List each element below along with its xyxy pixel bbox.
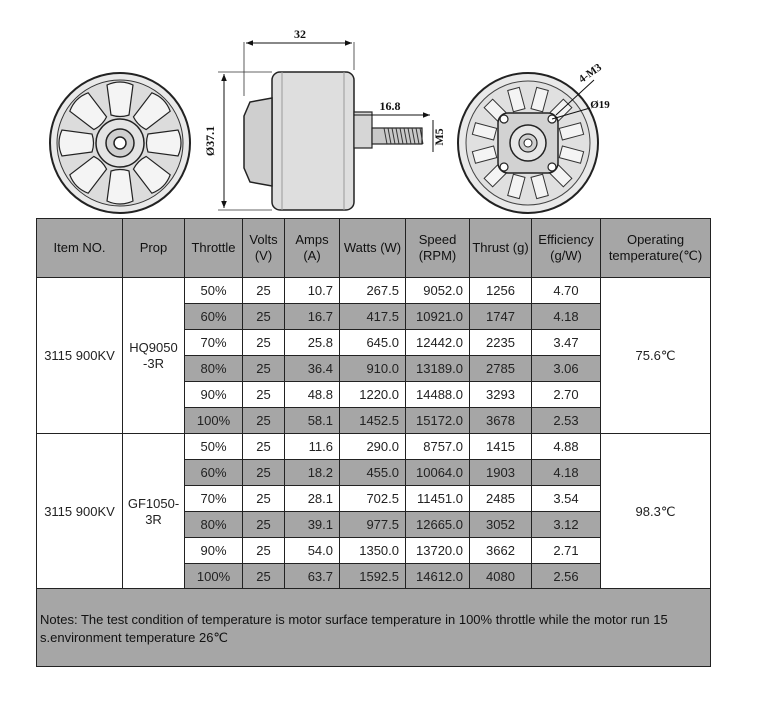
dim-shaft: 16.8 bbox=[379, 99, 401, 113]
cell-thrust: 3052 bbox=[470, 512, 532, 538]
cell-speed: 14488.0 bbox=[406, 382, 470, 408]
cell-speed: 12442.0 bbox=[406, 330, 470, 356]
motor-drawings bbox=[0, 0, 759, 218]
cell-volts: 25 bbox=[243, 434, 285, 460]
cell-amps: 16.7 bbox=[285, 304, 340, 330]
header-amps: Amps (A) bbox=[285, 219, 340, 278]
cell-watts: 1350.0 bbox=[340, 538, 406, 564]
cell-speed: 10064.0 bbox=[406, 460, 470, 486]
cell-watts: 1452.5 bbox=[340, 408, 406, 434]
rotor-spoke bbox=[59, 130, 94, 156]
dim-holes: 4-M3 bbox=[576, 61, 604, 86]
cell-thrust: 3678 bbox=[470, 408, 532, 434]
operating-temperature: 98.3℃ bbox=[601, 434, 711, 590]
cell-amps: 25.8 bbox=[285, 330, 340, 356]
cell-eff: 2.53 bbox=[532, 408, 601, 434]
item-number: 3115 900KV bbox=[37, 278, 123, 434]
cell-throttle: 90% bbox=[185, 382, 243, 408]
cell-thrust: 2485 bbox=[470, 486, 532, 512]
cell-volts: 25 bbox=[243, 356, 285, 382]
test-notes: Notes: The test condition of temperature is motor surface temperature in 100% throttle while the motor run 15 s.environment temperature 26℃ bbox=[36, 588, 711, 667]
cell-amps: 39.1 bbox=[285, 512, 340, 538]
cell-amps: 18.2 bbox=[285, 460, 340, 486]
prop-name: HQ9050 -3R bbox=[123, 278, 185, 434]
cell-throttle: 70% bbox=[185, 330, 243, 356]
header-thrust: Thrust (g) bbox=[470, 219, 532, 278]
table-row bbox=[37, 278, 711, 304]
cell-thrust: 4080 bbox=[470, 564, 532, 590]
header-temperature: Operating temperature(℃) bbox=[601, 219, 711, 278]
cell-speed: 13720.0 bbox=[406, 538, 470, 564]
cell-volts: 25 bbox=[243, 408, 285, 434]
cell-thrust: 1747 bbox=[470, 304, 532, 330]
cell-watts: 455.0 bbox=[340, 460, 406, 486]
cell-watts: 417.5 bbox=[340, 304, 406, 330]
cell-watts: 290.0 bbox=[340, 434, 406, 460]
header-throttle: Throttle bbox=[185, 219, 243, 278]
cell-watts: 1220.0 bbox=[340, 382, 406, 408]
cell-speed: 13189.0 bbox=[406, 356, 470, 382]
cell-volts: 25 bbox=[243, 330, 285, 356]
cell-speed: 8757.0 bbox=[406, 434, 470, 460]
cell-eff: 2.70 bbox=[532, 382, 601, 408]
header-prop: Prop bbox=[123, 219, 185, 278]
header-volts: Volts (V) bbox=[243, 219, 285, 278]
rotor-spoke bbox=[107, 82, 133, 117]
cell-thrust: 3662 bbox=[470, 538, 532, 564]
table-row bbox=[37, 434, 711, 460]
cell-volts: 25 bbox=[243, 512, 285, 538]
cell-watts: 910.0 bbox=[340, 356, 406, 382]
cell-eff: 3.06 bbox=[532, 356, 601, 382]
operating-temperature: 75.6℃ bbox=[601, 278, 711, 434]
cell-thrust: 1256 bbox=[470, 278, 532, 304]
cell-thrust: 2785 bbox=[470, 356, 532, 382]
cell-throttle: 80% bbox=[185, 356, 243, 382]
cell-eff: 2.71 bbox=[532, 538, 601, 564]
cell-watts: 977.5 bbox=[340, 512, 406, 538]
cell-throttle: 100% bbox=[185, 564, 243, 590]
motor-back-view bbox=[458, 61, 610, 213]
cell-volts: 25 bbox=[243, 278, 285, 304]
cell-throttle: 90% bbox=[185, 538, 243, 564]
cell-eff: 3.54 bbox=[532, 486, 601, 512]
header-item: Item NO. bbox=[37, 219, 123, 278]
cell-thrust: 3293 bbox=[470, 382, 532, 408]
cell-volts: 25 bbox=[243, 460, 285, 486]
cell-speed: 10921.0 bbox=[406, 304, 470, 330]
motor-side-view bbox=[203, 27, 446, 210]
cell-amps: 58.1 bbox=[285, 408, 340, 434]
spec-table bbox=[36, 218, 711, 590]
cell-thrust: 1415 bbox=[470, 434, 532, 460]
prop-name: GF1050- 3R bbox=[123, 434, 185, 590]
cell-throttle: 100% bbox=[185, 408, 243, 434]
cell-amps: 36.4 bbox=[285, 356, 340, 382]
cell-eff: 4.18 bbox=[532, 460, 601, 486]
rotor-spoke bbox=[107, 170, 133, 205]
cell-speed: 11451.0 bbox=[406, 486, 470, 512]
cell-volts: 25 bbox=[243, 564, 285, 590]
cell-speed: 12665.0 bbox=[406, 512, 470, 538]
cell-amps: 28.1 bbox=[285, 486, 340, 512]
cell-watts: 645.0 bbox=[340, 330, 406, 356]
cell-volts: 25 bbox=[243, 382, 285, 408]
dim-length: 32 bbox=[294, 27, 306, 41]
cell-amps: 48.8 bbox=[285, 382, 340, 408]
cell-speed: 9052.0 bbox=[406, 278, 470, 304]
cell-eff: 4.88 bbox=[532, 434, 601, 460]
cell-watts: 1592.5 bbox=[340, 564, 406, 590]
table-header-row bbox=[37, 219, 711, 278]
cell-speed: 15172.0 bbox=[406, 408, 470, 434]
cell-throttle: 70% bbox=[185, 486, 243, 512]
cell-throttle: 50% bbox=[185, 278, 243, 304]
cell-eff: 2.56 bbox=[532, 564, 601, 590]
cell-watts: 267.5 bbox=[340, 278, 406, 304]
cell-speed: 14612.0 bbox=[406, 564, 470, 590]
rotor-front-view bbox=[50, 73, 190, 213]
header-speed: Speed (RPM) bbox=[406, 219, 470, 278]
item-number: 3115 900KV bbox=[37, 434, 123, 590]
cell-throttle: 60% bbox=[185, 460, 243, 486]
cell-amps: 11.6 bbox=[285, 434, 340, 460]
cell-eff: 3.12 bbox=[532, 512, 601, 538]
cell-watts: 702.5 bbox=[340, 486, 406, 512]
cell-volts: 25 bbox=[243, 538, 285, 564]
cell-thrust: 1903 bbox=[470, 460, 532, 486]
dim-bolt-circle: Ø19 bbox=[590, 99, 610, 111]
header-efficiency: Efficiency (g/W) bbox=[532, 219, 601, 278]
cell-throttle: 80% bbox=[185, 512, 243, 538]
cell-amps: 63.7 bbox=[285, 564, 340, 590]
cell-throttle: 50% bbox=[185, 434, 243, 460]
cell-eff: 3.47 bbox=[532, 330, 601, 356]
rotor-spoke bbox=[147, 130, 182, 156]
dim-diameter: Ø37.1 bbox=[203, 125, 217, 157]
cell-thrust: 2235 bbox=[470, 330, 532, 356]
cell-amps: 54.0 bbox=[285, 538, 340, 564]
cell-volts: 25 bbox=[243, 486, 285, 512]
dim-thread: M5 bbox=[432, 128, 446, 146]
cell-eff: 4.18 bbox=[532, 304, 601, 330]
cell-volts: 25 bbox=[243, 304, 285, 330]
cell-amps: 10.7 bbox=[285, 278, 340, 304]
cell-eff: 4.70 bbox=[532, 278, 601, 304]
cell-throttle: 60% bbox=[185, 304, 243, 330]
header-watts: Watts (W) bbox=[340, 219, 406, 278]
